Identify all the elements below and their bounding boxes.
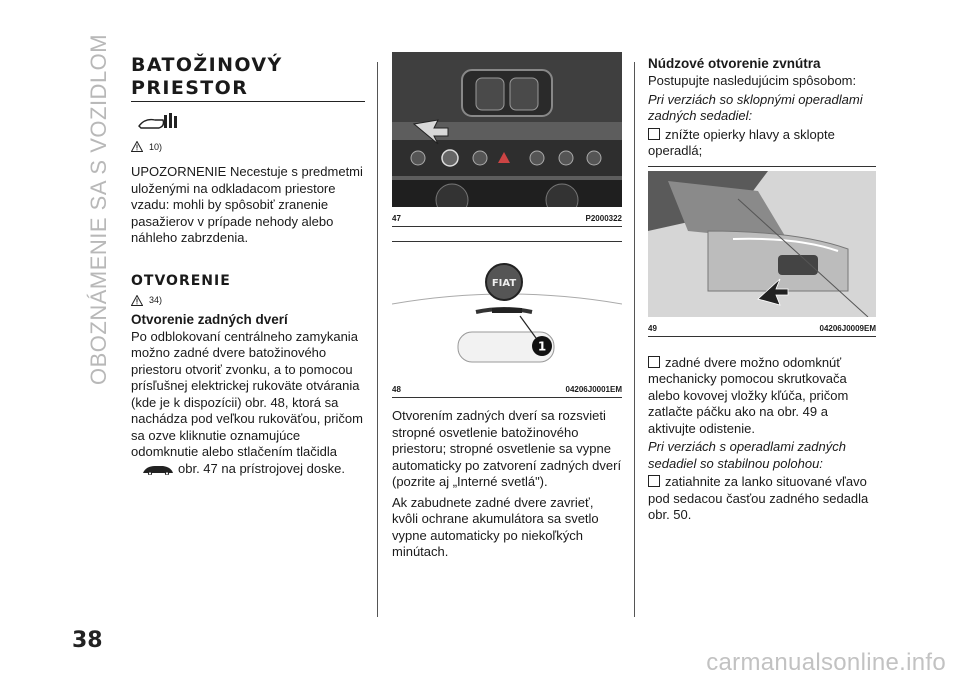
figure-47 <box>392 52 622 227</box>
italic-note: Pri verziách s operadlami zadných sedadiel so stabilnou polohou: <box>648 439 846 471</box>
reference-number: 34) <box>149 295 163 305</box>
figure-code: 04206J0009EM <box>819 323 876 333</box>
figure-48 <box>392 260 622 398</box>
brand-logo: FIAT <box>491 278 517 289</box>
column-divider <box>377 62 378 617</box>
topic-heading: Otvorenie zadných dverí <box>131 311 288 327</box>
warning-text: UPOZORNENIE Necestuje s predmetmi uloženými na odkladacom priestore vzadu: mohli by spôsobiť zranenie pasažierov v prípade nehody alebo náhleho zabrzdenia. <box>131 164 363 245</box>
tailgate-handle-image <box>392 260 622 378</box>
column-divider <box>634 62 635 617</box>
figure-caption <box>392 214 622 227</box>
body-paragraph: Ak zabudnete zadné dvere zavrieť, kvôli ochrane akumulátora sa svetlo vypne automaticky po niekoľkých minútach. <box>392 494 599 559</box>
figure-number: 47 <box>392 214 401 223</box>
step-item: zadné dvere možno odomknúť mechanicky pomocou skrutkovača alebo kovovej vložky kľúča, pričom zatlačte páčku ako na obr. 49 a aktivujte odistenie. <box>648 354 849 436</box>
warning-triangle-icon <box>131 141 143 152</box>
bullet-box-icon <box>648 475 660 487</box>
step-item: zatiahnite za lanko situované vľavo pod sedacou časťou zadného sedadla obr. 50. <box>648 474 869 522</box>
section-heading-line1: BATOŽINOVÝ <box>131 54 283 76</box>
figure-top-rule <box>392 241 622 242</box>
figure-code: 04206J0001EM <box>565 385 622 394</box>
car-trunk-icon <box>141 463 175 475</box>
subsection-heading: OTVORENIE <box>131 272 231 289</box>
figure-number: 48 <box>392 385 401 394</box>
section-heading-line2: PRIESTOR <box>131 77 249 99</box>
column-1 <box>131 52 365 477</box>
reference-number: 10) <box>149 141 163 152</box>
figure-number: 49 <box>648 323 657 333</box>
site-watermark: carmanualsonline.info <box>706 649 946 676</box>
column-3 <box>648 52 876 524</box>
luggage-icon <box>137 112 365 139</box>
figure-top-rule <box>648 166 876 167</box>
bullet-box-icon <box>648 128 660 140</box>
body-paragraph: Otvorením zadných dverí sa rozsvieti stropné osvetlenie batožinového priestoru; stropné osvetlenie sa vypne automaticky po zatvorení zadných dverí (pozrite aj „Interné svetlá"). <box>392 408 622 489</box>
bullet-box-icon <box>648 356 660 368</box>
warning-reference-1 <box>131 141 365 152</box>
body-paragraph: Postupujte nasledujúcim spôsobom: <box>648 73 857 88</box>
topic-heading: Núdzové otvorenie zvnútra <box>648 56 821 71</box>
figure-49 <box>648 171 876 337</box>
warning-triangle-icon <box>131 295 143 306</box>
dashboard-buttons-image <box>392 52 622 207</box>
figure-caption <box>648 324 876 337</box>
page-number: 38 <box>72 628 103 653</box>
column-2 <box>392 52 622 561</box>
callout-1: 1 <box>537 339 547 354</box>
step-item: znížte opierky hlavy a sklopte operadlá; <box>648 126 835 158</box>
warning-reference-2 <box>131 295 365 306</box>
side-chapter-title: OBOZNÁMENIE SA S VOZIDLOM <box>86 33 111 385</box>
heading-rule <box>131 101 365 102</box>
italic-note: Pri verziách so sklopnými operadlami zadných sedadiel: <box>648 91 863 123</box>
figure-caption <box>392 385 622 398</box>
figure-code: P2000322 <box>585 214 622 223</box>
trunk-interior-image <box>648 171 876 317</box>
body-paragraph: Po odblokovaní centrálneho zamykania možno zadné dvere batožinového priestoru otvoriť zvonku, a to pomocou prísľušnej elektrickej rukoväte otvárania (kde je k dispozícii) obr. 48, ktorá sa nachádza pod veľkou rukoväťou, pričom sa ozve kliknutie oznamujúce odomknutie alebo stlačením tlačidla obr. 47 na prístrojovej doske. <box>131 328 363 476</box>
